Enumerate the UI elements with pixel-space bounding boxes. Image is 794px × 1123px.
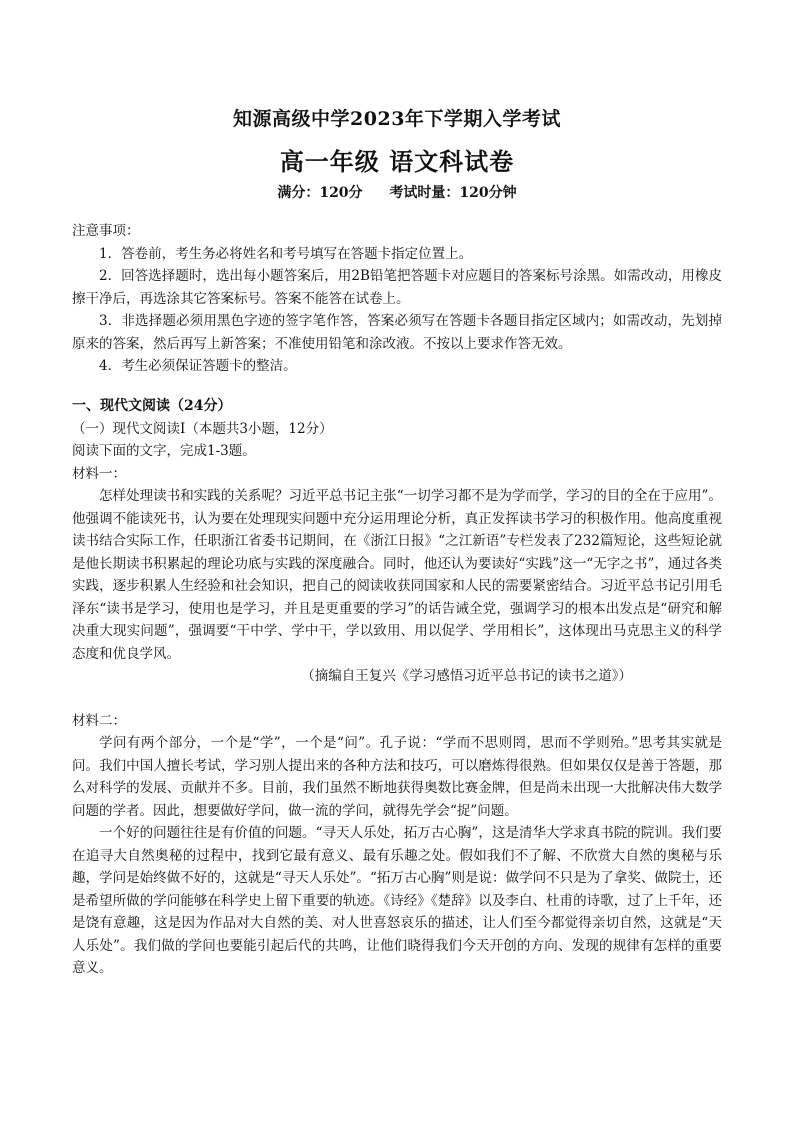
notice-item: 3．非选择题必须用黑色字迹的签字笔作答，答案必须写在答题卡各题目指定区域内；如需改动，先划掉原来的答案，然后再写上新答案；不准使用铅笔和涂改液。不按以上要求作答无效。 — [72, 313, 722, 352]
full-score: 满分：120分 — [277, 185, 363, 201]
exam-subtitle: 高一年级 语文科试卷 — [279, 147, 515, 176]
exam-meta — [0, 182, 794, 202]
material1-text: 怎样处理读书和实践的关系呢？习近平总书记主张“一切学习都不是为学而学，学习的目的全在于应用”。他强调不能读死书，认为要在处理现实问题中充分运用理论分析，真正发挥读书学习的积极作用。他高度重视读书结合实际工作，任职浙江省委书记期间，在《浙江日报》“之江新语”专栏发表了232篇短论，这些短论就是他长期读书积累起的理论功底与实践的深度融合。同时，他还认为要读好“实践”这一“无字之书”，通过各类实践，逐步积累人生经验和社会知识，把自己的阅读收获同国家和人民的需要紧密结合。习近平总书记引用毛泽东“读书是学习，使用也是学习，并且是更重要的学习”的话告诫全党，强调学习的根本出发点是“研究和解决重大现实问题”，强调要“干中学、学中干，学以致用、用以促学、学用相长”，这体现出马克思主义的科学态度和优良学风。 — [72, 488, 722, 662]
exam-time: 考试时量：120分钟 — [389, 185, 517, 201]
exam-title: 知源高级中学2023年下学期入学考试 — [233, 108, 561, 130]
material2-paragraph: 一个好的问题往往是有价值的问题。“寻天人乐处，拓万古心胸”，这是清华大学求真书院的院训。我们要在追寻大自然奥秘的过程中，找到它最有意义、最有乐趣之处。假如我们不了解、不欣赏大自然的奥秘与乐趣，学问是始终做不好的，这就是“寻天人乐处”。“拓万古心胸”则是说：做学问不只是为了拿奖、做院士，还是希望所做的学问能够在科学史上留下重要的轨迹。《诗经》《楚辞》以及李白、杜甫的诗歌，过了上千年，还是饶有意趣，这是因为作品对大自然的美、对人世喜怒哀乐的描述，让人们至今都觉得亲切自然，这就是“天人乐处”。我们做的学问也要能引起后代的共鸣，让他们晓得我们今天开创的方向、发现的规律有怎样的重要意义。 — [72, 825, 722, 976]
section-title: 一、现代文阅读（24分） — [72, 398, 232, 414]
notice-item: 4．考生必须保证答题卡的整洁。 — [99, 358, 297, 374]
material1-label: 材料一： — [72, 465, 126, 482]
notice-block — [72, 220, 722, 378]
reading-instruction: 阅读下面的文字，完成1-3题。 — [72, 443, 256, 459]
section-modern-reading — [72, 395, 722, 980]
notice-item: 2．回答选择题时，选出每小题答案后，用2B铅笔把答题卡对应题目的答案标号涂黑。如需改动，用橡皮擦干净后，再选涂其它答案标号。答案不能答在试卷上。 — [72, 268, 722, 307]
material2-paragraph: 学问有两个部分，一个是“学”，一个是“问”。孔子说：“学而不思则罔，思而不学则殆。”思考其实就是问。我们中国人擅长考试，学习别人提出来的各种方法和技巧，可以磨炼得很熟。但如果仅仅是善于答题，那么对科学的发展、贡献并不多。目前，我们虽然不断地获得奥数比赛金牌，但是尚未出现一大批解决伟大数学问题的学者。因此，想要做好学问，做一流的学问，就得先学会“捉”问题。 — [72, 735, 722, 819]
sub-section-title: （一）现代文阅读Ⅰ（本题共3小题，12分） — [72, 420, 333, 437]
notice-item: 1．答卷前，考生务必将姓名和考号填写在答题卡指定位置上。 — [99, 245, 473, 262]
material1-source: （摘编自王复兴《学习感悟习近平总书记的读书之道》） — [301, 668, 632, 684]
material2-label: 材料二： — [72, 712, 126, 729]
notice-heading: 注意事项： — [72, 223, 140, 239]
spacer — [72, 688, 722, 710]
